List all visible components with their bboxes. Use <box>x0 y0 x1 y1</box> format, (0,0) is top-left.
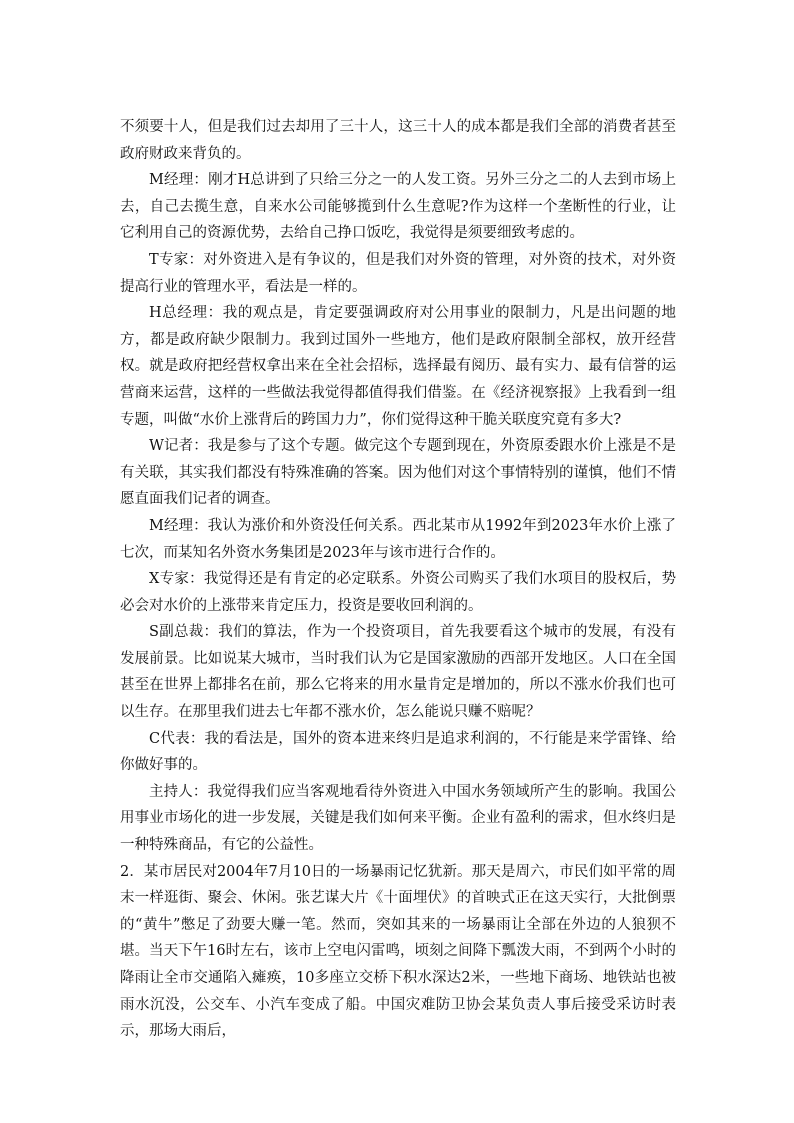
paragraph-c-representative: C代表：我的看法是，国外的资本进来终归是追求利润的，不行能是来学雷锋、给你做好事的。 <box>120 730 676 774</box>
paragraph-question-2: 2．某市居民对2004年7月10日的一场暴雨记忆犹新。那天是周六，市民们如平常的周末一样逛街、聚会、休闲。张艺谋大片《十面埋伏》的首映式正在这天实行，大批倒票的“黄牛”憋足了劲要大赚一笔。然而，突如其来的一场暴雨让全部在外边的人狼狈不堪。当天下午16时左右，该市上空电闪雷鸣，顷刻之间降下瓢泼大雨，不到两个小时的降雨让全市交通陷入瘫痪，10多座立交桥下积水深达2米，一些地下商场、地铁站也被雨水沉没，公交车、小汽车变成了船。中国灾难防卫协会某负责人事后接受采访时表示，那场大雨后， <box>120 863 676 1040</box>
paragraph-s-vice-president: S副总裁：我们的算法，作为一个投资项目，首先我要看这个城市的发展，有没有发展前景。比如说某大城市，当时我们认为它是国家激励的西部开发地区。人口在全国甚至在世界上都排名在前，那么它将来的用水量肯定是增加的，所以不涨水价我们也可以生存。在那里我们进去七年都不涨水价，怎么能说只赚不赔呢？ <box>120 624 676 721</box>
paragraph-1: 不须要十人，但是我们过去却用了三十人，这三十人的成本都是我们全部的消费者甚至政府财政来背负的。 <box>120 119 676 162</box>
paragraph-w-reporter: W记者：我是参与了这个专题。做完这个专题到现在，外资原委跟水价上涨是不是有关联，其实我们都没有特殊准确的答案。因为他们对这个事情特别的谨慎，他们不情愿直面我们记者的调查。 <box>120 438 676 508</box>
paragraph-host: 主持人：我觉得我们应当客观地看待外资进入中国水务领域所产生的影响。我国公用事业市场化的进一步发展，关键是我们如何来平衡。企业有盈利的需求，但水终归是一种特殊商品，有它的公益性。 <box>120 783 676 854</box>
paragraph-m-manager-1: M经理：刚才H总讲到了只给三分之一的人发工资。另外三分之二的人去到市场上去，自己去揽生意，自来水公司能够揽到什么生意呢?作为这样一个垄断性的行业，让它利用自己的资源优势，去给自己挣口饭吃，我觉得是须要细致考虑的。 <box>120 172 676 242</box>
paragraph-t-expert: T专家：对外资进入是有争议的，但是我们对外资的管理，对外资的技术，对外资提高行业的管理水平，看法是一样的。 <box>120 251 676 295</box>
paragraph-h-general-manager: H总经理：我的观点是，肯定要强调政府对公用事业的限制力，凡是出问题的地方，都是政府缺少限制力。我到过国外一些地方，他们是政府限制全部权，放开经营权。就是政府把经营权拿出来在全社会招标，选择最有阅历、最有实力、最有信誉的运营商来运营，这样的一些做法我觉得都值得我们借鉴。在《经济视察报》上我看到一组专题，叫做“水价上涨背后的跨国力力”，你们觉得这种干脆关联度究竟有多大? <box>120 305 676 428</box>
paragraph-m-manager-2: M经理：我认为涨价和外资没任何关系。西北某市从1992年到2023年水价上涨了七次，而某知名外资水务集团是2023年与该市进行合作的。 <box>120 517 676 561</box>
paragraph-x-expert: X专家：我觉得还是有肯定的必定联系。外资公司购买了我们水项目的股权后，势必会对水价的上涨带来肯定压力，投资是要收回利润的。 <box>120 571 676 614</box>
document-body <box>120 114 676 1045</box>
